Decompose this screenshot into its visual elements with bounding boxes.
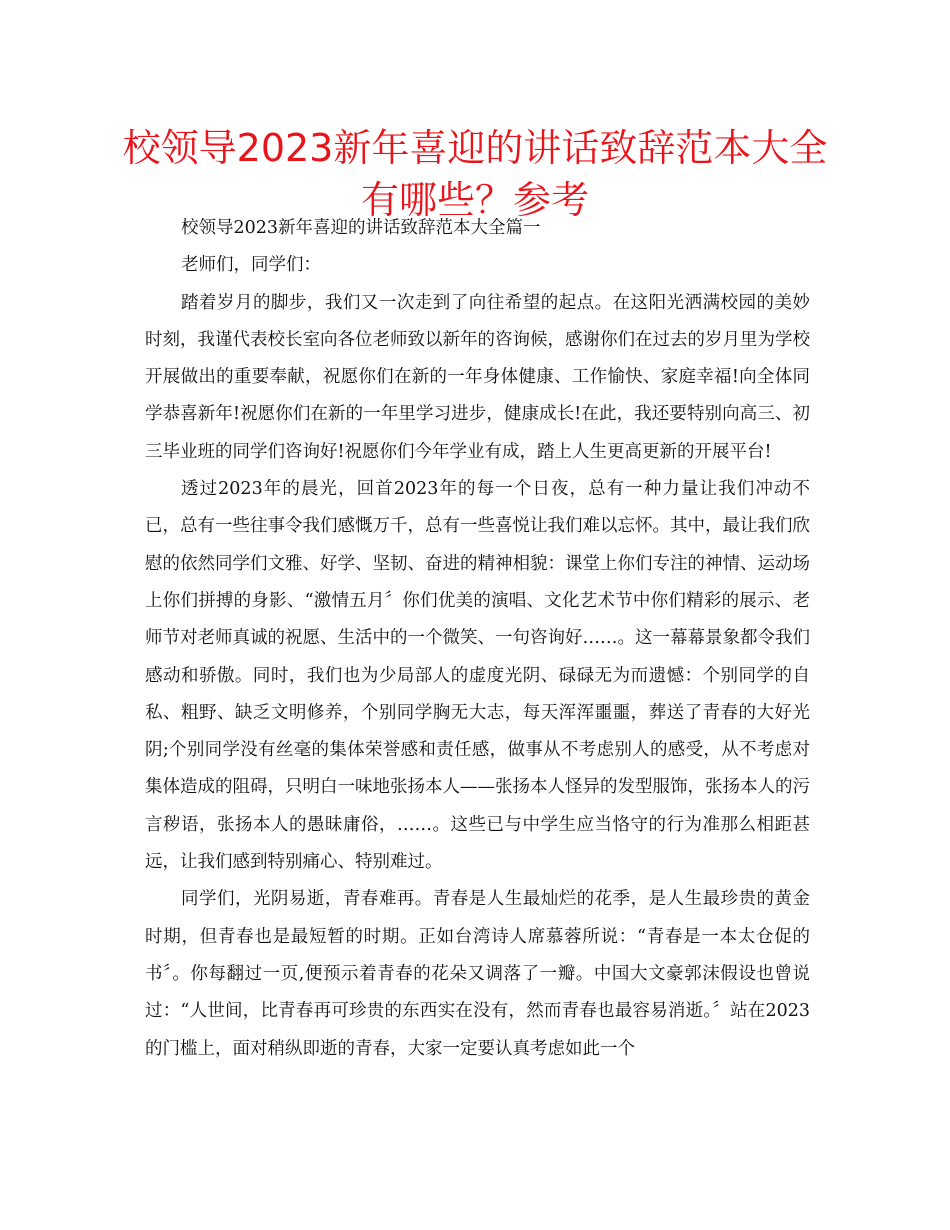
paragraph: 透过2023年的晨光，回首2023年的每一个日夜，总有一种力量让我们冲动不已，总有一些往事令我们感慨万千，总有一些喜悦让我们难以忘怀。其中，最让我们欣慰的依然同学们文雅、好学、坚韧、奋进的精神相貌：课堂上你们专注的神情、运动场上你们拼搏的身影、“激情五月〞你们优美的演唱、文化艺术节中你们精彩的展示、老师节对老师真诚的祝愿、生活中的一个微笑、一句咨询好……。这一幕幕景象都令我们感动和骄傲。同时，我们也为少局部人的虚度光阴、碌碌无为而遗憾：个别同学的自私、粗野、缺乏文明修养，个别同学胸无大志，每天浑浑噩噩，葬送了青春的大好光阴;个别同学没有丝毫的集体荣誉感和责任感，做事从不考虑别人的感受，从不考虑对集体造成的阻碍，只明白一味地张扬本人——张扬本人怪异的发型服饰，张扬本人的污言秽语，张扬本人的愚昧庸俗，……。这些已与中学生应当恪守的行为准那么相距甚远，让我们感到特别痛心、特别难过。	[145, 479, 810, 873]
paragraph: 踏着岁月的脚步，我们又一次走到了向往希望的起点。在这阳光洒满校园的美妙时刻，我谨代表校长室向各位老师致以新年的咨询候，感谢你们在过去的岁月里为学校开展做出的重要奉献，祝愿你们在新的一年身体健康、工作愉快、家庭幸福!向全体同学恭喜新年!祝愿你们在新的一年里学习进步，健康成长!在此，我还要特别向高三、初三毕业班的同学们咨询好!祝愿你们今年学业有成，踏上人生更高更新的开展平台!	[145, 292, 810, 462]
document-title: 校领导2023新年喜迎的讲话致辞范本大全有哪些？参考	[122, 126, 828, 222]
paragraph: 同学们，光阴易逝，青春难再。青春是人生最灿烂的花季，是人生最珍贵的黄金时期，但青春也是最短暂的时期。正如台湾诗人席慕蓉所说：“青春是一本太仓促的书〞。你每翻过一页,便预示着青春的花朵又调落了一瓣。中国大文豪郭沫假设也曾说过：“人世间，比青春再可珍贵的东西实在没有，然而青春也最容易消逝。〞站在2023的门槛上，面对稍纵即逝的青春，大家一定要认真考虑如此一个	[145, 889, 810, 1059]
document-subtitle: 校领导2023新年喜迎的讲话致辞范本大全篇一	[181, 218, 541, 238]
greeting: 老师们，同学们：	[181, 255, 321, 276]
document-body	[145, 210, 810, 1068]
